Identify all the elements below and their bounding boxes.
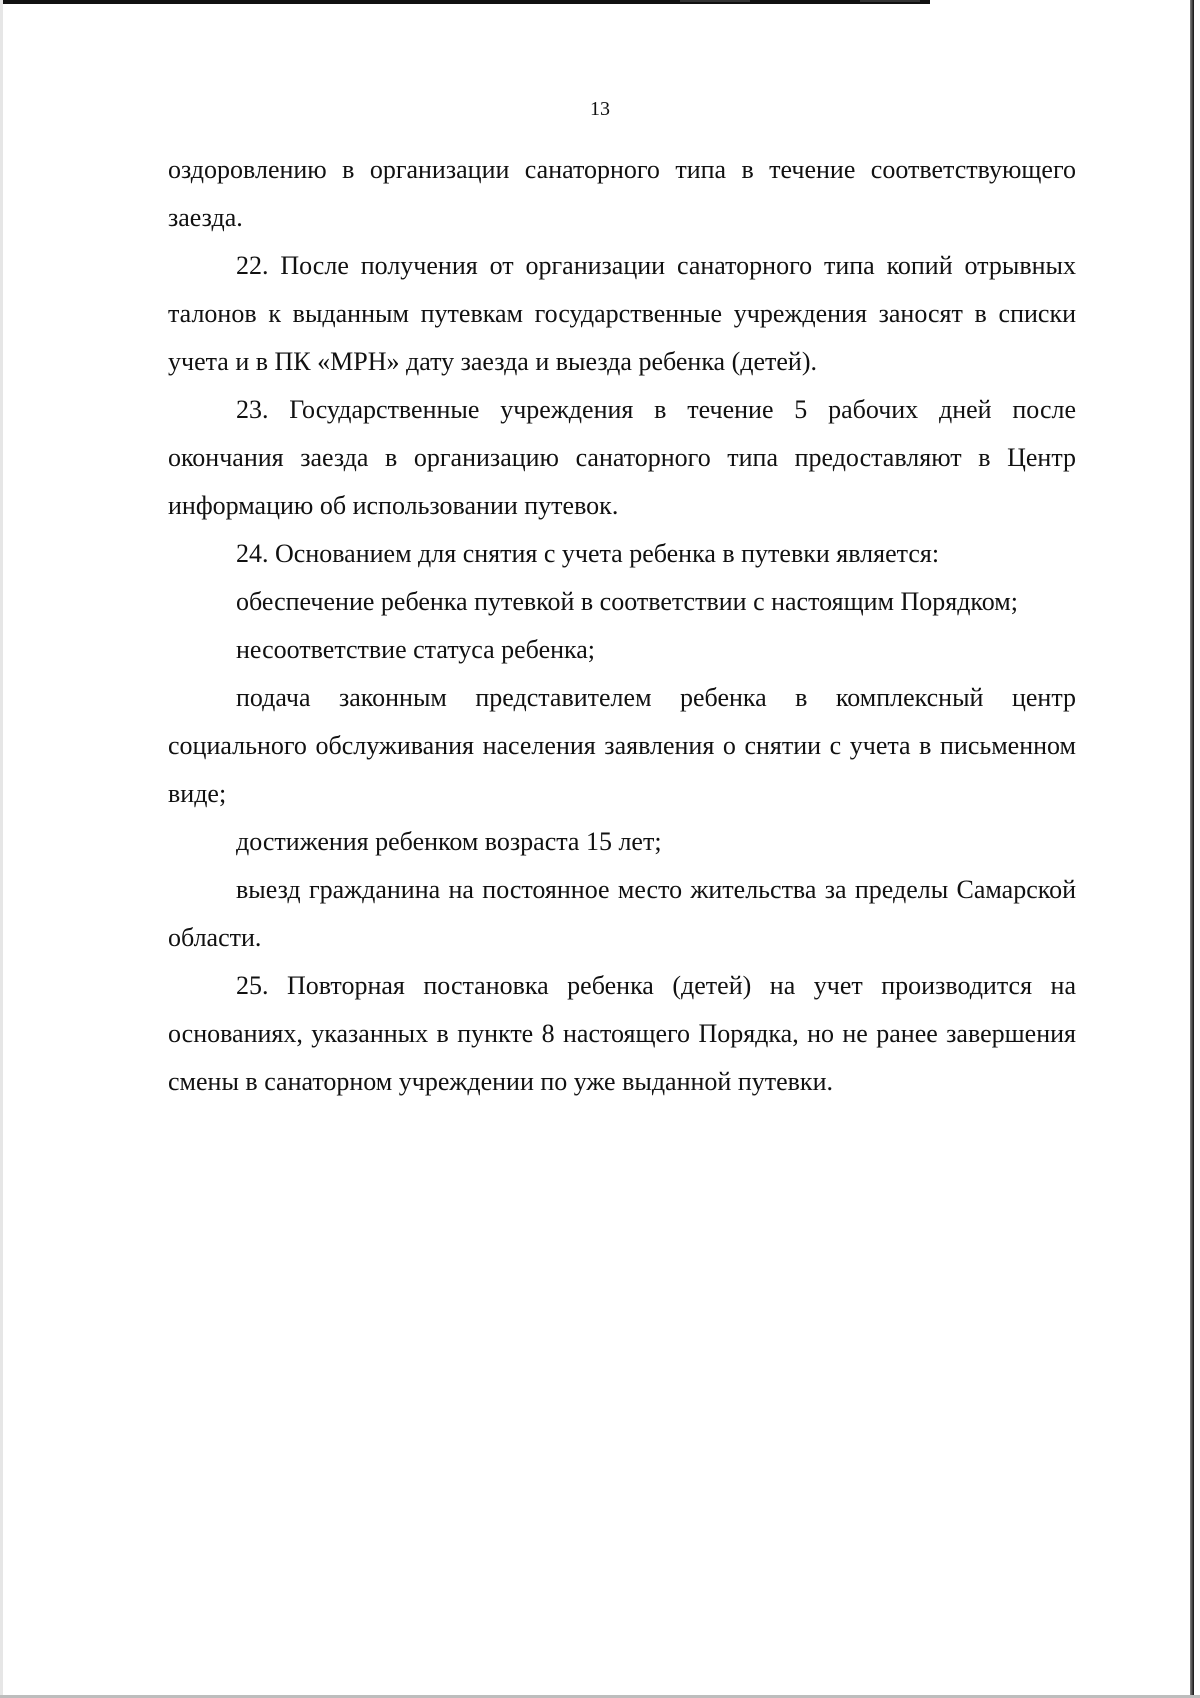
paragraph-25: 25. Повторная постановка ребенка (детей) на учет производится на основаниях, указанных в пункте 8 настоящего Порядка, но не ранее завершения смены в санаторном учреждении по уже выданной путевки. <box>168 971 1076 1096</box>
list-item-age-limit: достижения ребенком возраста 15 лет; <box>236 827 662 856</box>
page-number: 13 <box>590 98 610 120</box>
scan-artifact <box>680 0 750 2</box>
list-item-provision: обеспечение ребенка путевкой в соответствии с настоящим Порядком; <box>236 587 1018 616</box>
paragraph-continuation: оздоровлению в организации санаторного типа в течение соответствующего заезда. <box>168 155 1076 232</box>
list-item-status-mismatch: несоответствие статуса ребенка; <box>236 635 596 664</box>
list-item-relocation: выезд гражданина на постоянное место жительства за пределы Самарской области. <box>168 875 1076 952</box>
scan-artifact <box>860 0 920 2</box>
scan-edge-top <box>0 0 930 4</box>
document-body <box>168 146 1076 1106</box>
paragraph-22: 22. После получения от организации санаторного типа копий отрывных талонов к выданным путевкам государственные учреждения заносят в списки учета и в ПК «МРН» дату заезда и выезда ребенка (детей). <box>168 251 1076 376</box>
paragraph-24: 24. Основанием для снятия с учета ребенка в путевки является: <box>236 539 940 568</box>
scan-edge-right <box>1190 0 1194 1698</box>
scan-edge-left <box>0 0 3 1698</box>
paragraph-23: 23. Государственные учреждения в течение 5 рабочих дней после окончания заезда в организацию санаторного типа предоставляют в Центр информацию об использовании путевок. <box>168 395 1076 520</box>
list-item-application: подача законным представителем ребенка в комплексный центр социального обслуживания населения заявления о снятии с учета в письменном виде; <box>168 683 1076 808</box>
